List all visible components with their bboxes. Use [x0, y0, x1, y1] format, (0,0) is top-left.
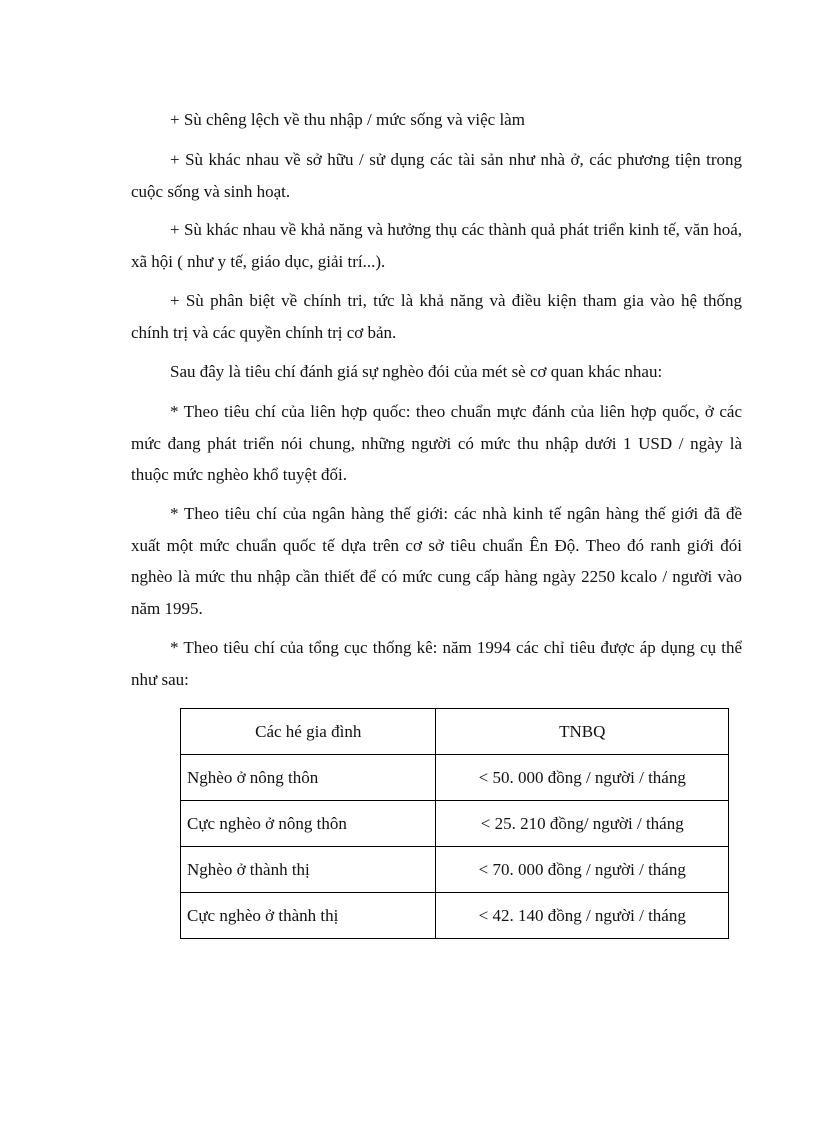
paragraph-asset-ownership: + Sù khác nhau về sở hữu / sử dụng các tài sản như nhà ở, các phương tiện trong cuộc sống và sinh hoạt.: [131, 150, 742, 201]
paragraph-world-bank-criteria: * Theo tiêu chí của ngân hàng thế giới: các nhà kinh tế ngân hàng thế giới đã đề xuất một mức chuẩn quốc tế dựa trên cơ sở tiêu chuẩn Ên Độ. Theo đó ranh giới đói nghèo là mức thu nhập cần thiết để có mức cung cấp hàng ngày 2250 kcalo / người vào năm 1995.: [131, 504, 742, 618]
table-cell-income: < 50. 000 đồng / người / tháng: [436, 755, 729, 801]
table-cell-category: Nghèo ở nông thôn: [181, 755, 436, 801]
table-cell-income: < 70. 000 đồng / người / tháng: [436, 847, 729, 893]
paragraph-criteria-intro: Sau đây là tiêu chí đánh giá sự nghèo đói của mét sè cơ quan khác nhau:: [170, 362, 663, 381]
paragraph-statistics-criteria: * Theo tiêu chí của tổng cục thống kê: năm 1994 các chỉ tiêu được áp dụng cụ thể như sau:: [131, 638, 742, 689]
table-cell-category: Cực nghèo ở thành thị: [181, 893, 436, 939]
table-row: [181, 801, 729, 847]
poverty-threshold-table: [180, 708, 729, 939]
table-header-row: [181, 709, 729, 755]
table-header-tnbq: TNBQ: [436, 709, 729, 755]
table-cell-income: < 42. 140 đồng / người / tháng: [436, 893, 729, 939]
table-row: [181, 847, 729, 893]
table-header-household: Các hé gia đình: [181, 709, 436, 755]
table-row: [181, 755, 729, 801]
paragraph-un-criteria: * Theo tiêu chí của liên hợp quốc: theo chuẩn mực đánh của liên hợp quốc, ở các mức đang phát triển nói chung, những người có mức thu nhập dưới 1 USD / ngày là thuộc mức nghèo khổ tuyệt đối.: [131, 402, 742, 484]
table-row: [181, 893, 729, 939]
table-cell-income: < 25. 210 đồng/ người / tháng: [436, 801, 729, 847]
table-cell-category: Nghèo ở thành thị: [181, 847, 436, 893]
paragraph-political-distinction: + Sù phân biệt về chính tri, tức là khả năng và điều kiện tham gia vào hệ thống chính trị và các quyền chính trị cơ bản.: [131, 291, 742, 342]
paragraph-development-benefits: + Sù khác nhau về khả năng và hưởng thụ các thành quả phát triển kinh tế, văn hoá, xã hội ( như y tế, giáo dục, giải trí...).: [131, 220, 742, 271]
table-cell-category: Cực nghèo ở nông thôn: [181, 801, 436, 847]
paragraph-income-gap: + Sù chêng lệch về thu nhập / mức sống và việc làm: [170, 110, 525, 129]
